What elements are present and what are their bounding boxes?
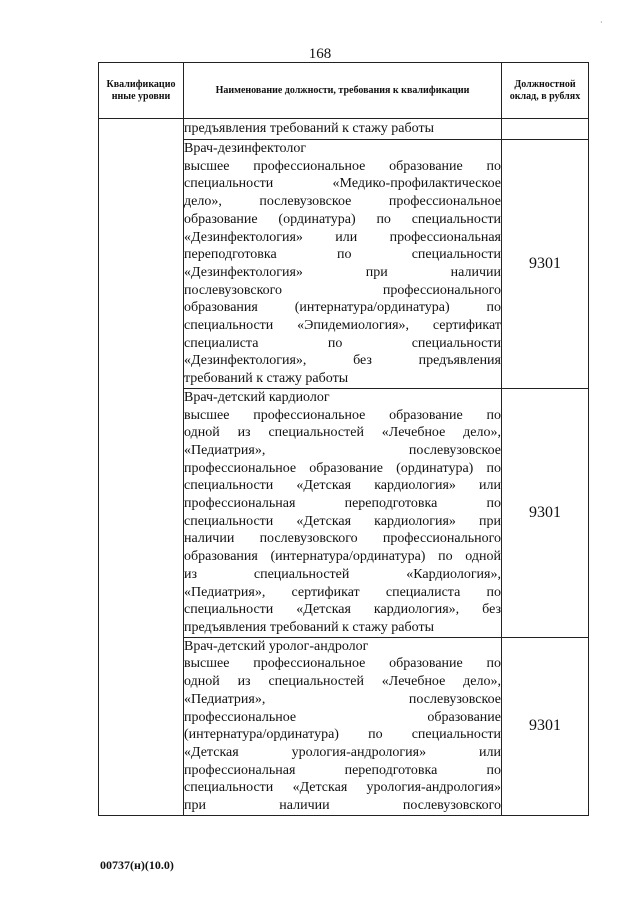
position-description	[184, 140, 502, 389]
requirement-line: «Детская урология-андрология» или	[184, 744, 501, 760]
scan-speck: ·	[600, 18, 603, 27]
header-salary: Должностной оклад, в рублях	[502, 63, 589, 119]
position-title: Врач-детский уролог-андролог	[184, 638, 369, 654]
position-title: Врач-детский кардиолог	[184, 389, 330, 405]
requirement-line: требований к стажу работы	[184, 371, 349, 387]
requirement-line: специальности «Детская урология-андрология»	[184, 780, 501, 796]
salary-value: 9301	[502, 140, 589, 389]
requirement-line: профессиональная переподготовка по	[184, 762, 501, 778]
continuation-text: предъявления требований к стажу работы	[184, 119, 502, 140]
requirement-line: специальности «Детская кардиология», без	[184, 602, 501, 618]
salary-value: 9301	[502, 637, 589, 815]
requirement-line: послевузовского профессионального	[184, 282, 501, 298]
requirement-line: одной из специальностей «Лечебное дело»,	[184, 674, 501, 690]
requirement-line: высшее профессиональное образование по	[184, 407, 501, 423]
salary-value: 9301	[502, 388, 589, 637]
requirement-line: дело», послевузовское профессиональное	[184, 194, 501, 210]
requirement-line: специальности «Эпидемиология», сертификат	[184, 318, 501, 334]
requirement-line: профессиональное образование	[184, 709, 501, 725]
requirement-line: переподготовка по специальности	[184, 247, 501, 263]
requirement-line: профессиональное образование (ординатура) по	[184, 460, 501, 476]
requirement-line: специальности «Детская кардиология» или	[184, 478, 501, 494]
requirement-line: образования (интернатура/ординатура) по одной	[184, 549, 501, 565]
requirement-line: «Педиатрия», послевузовское	[184, 691, 501, 707]
requirement-line: профессиональная переподготовка по	[184, 496, 501, 512]
requirement-line: образование (ординатура) по специальности	[184, 211, 501, 227]
position-title: Врач-дезинфектолог	[184, 141, 307, 156]
requirement-line: «Педиатрия», послевузовское	[184, 442, 501, 458]
requirement-line: «Педиатрия», сертификат специалиста по	[184, 584, 501, 600]
table-header-row	[99, 63, 589, 119]
requirement-line: (интернатура/ординатура) по специальности	[184, 727, 501, 743]
requirement-line: предъявления требований к стажу работы	[184, 619, 434, 635]
requirement-line: «Дезинфектология», без предъявления	[184, 353, 501, 369]
requirement-line: из специальностей «Кардиология»,	[184, 566, 501, 582]
requirement-line: «Дезинфектология» при наличии	[184, 264, 501, 280]
requirement-line: специальности «Детская кардиология» при	[184, 513, 501, 529]
header-position: Наименование должности, требования к квалификации	[184, 63, 502, 119]
requirement-line: при наличии послевузовского	[184, 798, 501, 814]
position-description	[184, 637, 502, 815]
requirement-line: одной из специальностей «Лечебное дело»,	[184, 425, 501, 441]
requirement-line: образования (интернатура/ординатура) по	[184, 300, 501, 316]
requirement-line: наличии послевузовского профессионального	[184, 531, 501, 547]
requirement-line: специалиста по специальности	[184, 335, 501, 351]
header-levels: Квалификацио нные уровни	[99, 63, 184, 119]
level-cell	[99, 119, 184, 816]
position-description	[184, 388, 502, 637]
requirement-line: высшее профессиональное образование по	[184, 656, 501, 672]
qualification-table	[98, 62, 589, 816]
requirement-line: специальности «Медико-профилактическое	[184, 176, 501, 192]
document-code: 00737(н)(10.0)	[100, 858, 174, 872]
requirement-line: высшее профессиональное образование по	[184, 158, 501, 174]
requirement-line: «Дезинфектология» или профессиональная	[184, 229, 501, 245]
table-row-continuation	[99, 119, 589, 140]
page-number: 168	[308, 46, 332, 62]
continuation-salary	[502, 119, 589, 140]
